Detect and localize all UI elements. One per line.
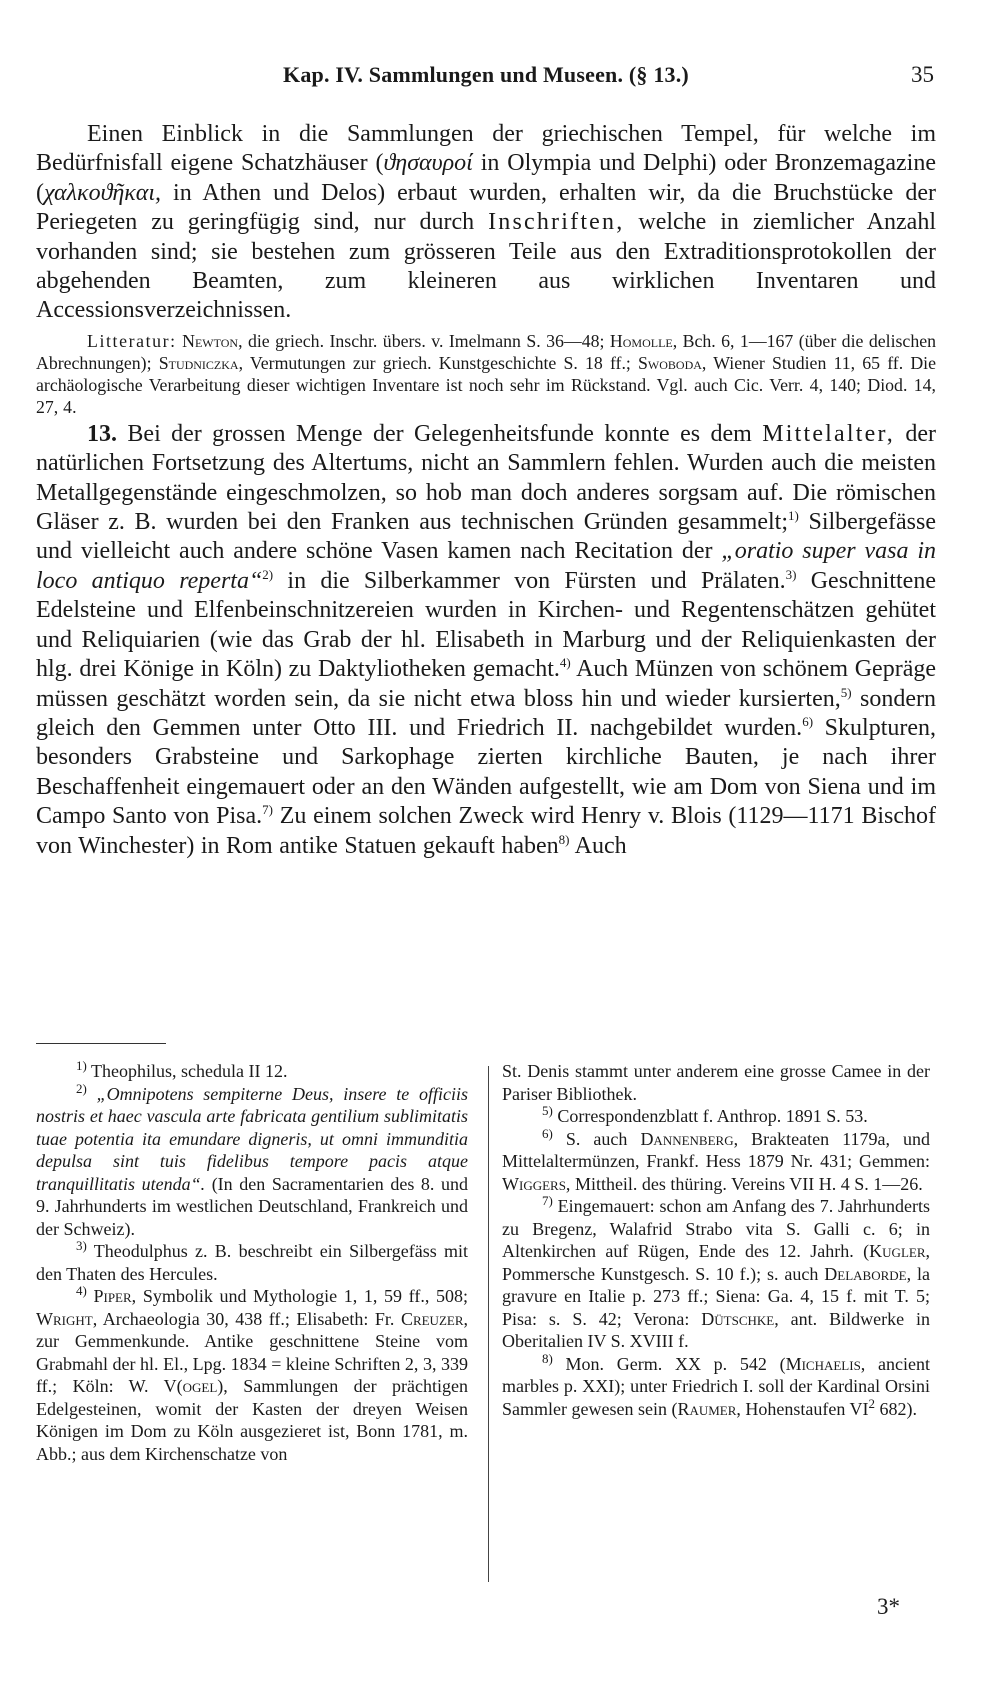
text-run: Correspondenzblatt f. Anthrop. 1891 S. 53.	[552, 1106, 868, 1126]
footnote-2	[36, 1080, 468, 1241]
author-name: Dütschke,	[701, 1308, 779, 1329]
signature-mark: 3*	[877, 1594, 900, 1619]
text-run: die griech. Inschr. übers. v. Imelmann S. 36—48;	[242, 330, 610, 351]
footnote-6	[502, 1125, 930, 1196]
text-run: sondern gleich den Gemmen unter Otto III. und Friedrich II. nachgebildet wurden.	[36, 685, 937, 741]
text-run: Archaeologia 30, 438 ff.; Elisabeth: Fr.	[97, 1308, 401, 1329]
text-run: Auch Münzen von schönem Gepräge müssen geschätzt worden sein, da sie nicht etwa bloss hin und wieder kursierten,	[36, 656, 937, 712]
footnote-ref[interactable]: 2)	[262, 566, 274, 582]
text-run: Vermutungen zur griech. Kunstgeschichte S. 18 ff.;	[243, 352, 639, 373]
text-run: Wiener Studien 11, 65 ff. Die archäologische Verarbeitung dieser wichtigen Inventare ist noch sehr im Rückstand. Vgl. auch Cic. Verr. 4, 140; Diod. 14, 27, 4.	[36, 352, 937, 417]
footnotes-right-column	[502, 1060, 930, 1420]
literature-label: Litteratur:	[87, 330, 177, 351]
footnote-marker: 5)	[542, 1103, 553, 1118]
text-run: 682).	[875, 1398, 918, 1419]
section-number: 13.	[87, 420, 117, 447]
text-run: Geschnittene Edelsteine und Elfenbeinschnitzereien wurden in Kirchen- und Regentenschätzen gehütet und Reliquiarien (wie das Grab der hl. Elisabeth in Marburg und der Reliquienkasten der hlg. drei Könige in Köln) zu Daktyliotheken gemacht.	[36, 567, 936, 683]
author-name: Homolle,	[609, 330, 678, 351]
footnote-ref[interactable]: 4)	[559, 655, 571, 671]
page-number: 35	[911, 62, 934, 87]
paragraph-inscriptions	[36, 120, 936, 326]
text-run: Symbolik und Mythologie 1, 1, 59 ff., 508;	[136, 1286, 468, 1306]
text-run: in Olympia und Delphi) oder Bronzemagazine (	[36, 150, 936, 206]
greek-term: χαλκοϑῆκαι,	[44, 179, 162, 206]
author-name: Studniczka,	[158, 352, 244, 373]
superscript: 2	[868, 1395, 876, 1411]
footnote-3	[36, 1240, 468, 1285]
author-name: Swoboda,	[638, 352, 707, 373]
running-head: Kap. IV. Sammlungen und Museen. (§ 13.)	[283, 62, 689, 87]
footnote-4	[36, 1285, 468, 1465]
text-run: (In den Sacramentarien des 8. und 9. Jahrhunderts im westlichen Deutschland, Frankreich und der Schweiz).	[36, 1173, 468, 1239]
text-run: Eingemauert: schon am Anfang des 7. Jahrhunderts zu Bregenz, Walafrid Strabo vita S. Galli c. 6; in Altenkirchen auf Rügen, Ende des 12. Jahrh. (	[502, 1196, 930, 1261]
paragraph-section-13	[36, 420, 936, 861]
footnote-ref[interactable]: 6)	[802, 713, 814, 729]
footnote-marker: 8)	[542, 1350, 553, 1366]
footnotes	[36, 1060, 930, 1580]
author-name: Delaborde,	[824, 1263, 912, 1284]
footnote-marker: 4)	[76, 1283, 87, 1298]
text-run: Skulpturen, besonders Grabsteine und Sarkophage zierten kirchliche Bauten, je nach ihrer Beschaffenheit eingemauert oder an den Wänden aufgestellt, wie am Dom von Siena und im Campo Santo von Pisa.	[36, 714, 936, 830]
author-name: (ogel),	[176, 1376, 228, 1396]
footnote-ref[interactable]: 8)	[558, 831, 570, 847]
footnote-marker: 2)	[76, 1080, 87, 1096]
author-name: Wright,	[36, 1308, 98, 1329]
author-name: Newton,	[182, 330, 243, 351]
footnote-4-continued: St. Denis stammt unter anderem eine grosse Camee in der Pariser Bibliothek.	[502, 1061, 930, 1104]
text-run: Theodulphus z. B. beschreibt ein Silbergefäss mit den Thaten des Hercules.	[36, 1241, 468, 1284]
footnote-ref[interactable]: 1)	[788, 508, 799, 524]
footnotes-left-column	[36, 1060, 468, 1465]
spaced-term: Inschriften,	[488, 209, 625, 236]
footnote-5	[502, 1105, 930, 1128]
spaced-term: Mittelalter,	[762, 420, 895, 447]
text-run: Auch	[569, 832, 627, 859]
text-run: la gravure en Italie p. 273 ff.; Siena: Ga. 4, 15 f. mit T. 5; Pisa: s. S. 42; Verona:	[502, 1263, 931, 1329]
italic-quote: „oratio super vasa in loco antiquo reperta“	[36, 538, 937, 594]
italic-quote: „Omnipotens sempiterne Deus, insere te officiis nostris et haec vascula arte fabricata gentilium sublimitatis tuae potentia ita emundare digneris, ut omni immunditia depulsa sint tuis fidelibus tempore pacis atque tranquillitatis utenda“.	[36, 1083, 468, 1194]
text-run: Silbergefässe und vielleicht auch andere schöne Vasen kamen nach Recitation der	[36, 509, 937, 565]
author-name: Creuzer,	[400, 1308, 468, 1329]
footnote-marker: 6)	[542, 1125, 553, 1141]
footnote-marker: 1)	[76, 1058, 87, 1073]
footnote-ref[interactable]: 5)	[840, 684, 852, 700]
text-run: in die Silberkammer von Fürsten und Prälaten.	[273, 567, 786, 594]
author-name: Wiggers,	[502, 1173, 571, 1194]
footnote-7	[502, 1195, 930, 1353]
main-text	[36, 120, 936, 861]
footnote-ref[interactable]: 7)	[262, 802, 273, 818]
footnote-ref[interactable]: 3)	[785, 566, 797, 582]
text-run: welche in ziemlicher Anzahl vorhanden sind; sie bestehen zum grösseren Teile aus den Extraditionsprotokollen der abgehenden Beamten, zum kleineren aus wirklichen Inventaren und Accessionsverzeichnissen.	[36, 209, 936, 324]
text-run: Pommersche Kunstgesch. S. 10 f.); s. auch	[502, 1263, 825, 1284]
text-run: Bei der grossen Menge der Gelegenheitsfunde konnte es dem	[117, 420, 763, 447]
footnote-marker: 7)	[542, 1193, 553, 1208]
text-run: Zu einem solchen Zweck wird Henry v. Blois (1129—1171 Bischof von Winchester) in Rom antike Statuen gekauft haben	[36, 803, 937, 859]
text-run: Sammlungen der prächtigen Edelgesteinen, womit der Kasten der dreyen Weisen Königen im Dom zu Köln ausgezieret ist, Bonn 1781, m. Abb.; aus dem Kirchenschatze von	[36, 1376, 468, 1464]
footnote-marker: 3)	[76, 1238, 87, 1253]
literature-note	[36, 330, 936, 418]
text-run: der natürlichen Fortsetzung des Altertums, nicht an Sammlern fehlen. Wurden auch die meisten Metallgegenstände eingeschmolzen, so hob man doch anderes sorgsam auf. Die römischen Gläser z. B. wurden bei den Franken aus technischen Gründen gesammelt;	[36, 420, 936, 536]
text-run: Theophilus, schedula II 12.	[86, 1061, 288, 1081]
text-run: Brakteaten 1179a, und Mittelaltermünzen, Frankf. Hess 1879 Nr. 431; Gemmen:	[502, 1128, 930, 1171]
author-name: Raumer,	[677, 1398, 741, 1419]
text-run: Einen Einblick in die Sammlungen der griechischen Tempel, für welche im Bedürfnisfall eigene Schatzhäuser (	[36, 121, 936, 177]
author-name: Kugler,	[869, 1241, 930, 1261]
column-divider	[488, 1066, 489, 1582]
text-run: ancient marbles p. XXI); unter Friedrich I. soll der Kardinal Orsini Sammler gewesen sein (	[502, 1353, 930, 1419]
text-run: S. auch	[552, 1128, 641, 1149]
text-run: Mon. Germ. XX p. 542 (	[552, 1353, 786, 1374]
text-run: Mittheil. des thüring. Vereins VII H. 4 S. 1—26.	[570, 1173, 923, 1194]
text-run: zur Gemmenkunde. Antike geschnittene Steine vom Grabmahl der hl. El., Lpg. 1834 = kleine Schriften 2, 3, 339 ff.; Köln: W. V	[36, 1331, 468, 1396]
page-header	[38, 62, 934, 92]
author-name: Michaelis,	[785, 1353, 866, 1374]
text-run: Bch. 6, 1—167 (über die delischen Abrechnungen);	[36, 330, 936, 373]
text-run: in Athen und Delos) erbaut wurden, erhalten wir, da die Bruchstücke der Periegeten zu geringfügig sind, nur durch	[36, 179, 936, 236]
author-name: Piper,	[86, 1286, 137, 1306]
text-run: Hohenstaufen VI	[740, 1398, 869, 1419]
text-run: ant. Bildwerke in Oberitalien IV S. XVIII f.	[502, 1308, 930, 1351]
footnote-rule	[36, 1043, 166, 1044]
footnote-8	[502, 1350, 930, 1421]
author-name: Dannenberg,	[640, 1128, 739, 1149]
footnote-1	[36, 1060, 468, 1083]
greek-term: ϑησαυροί	[383, 150, 473, 177]
